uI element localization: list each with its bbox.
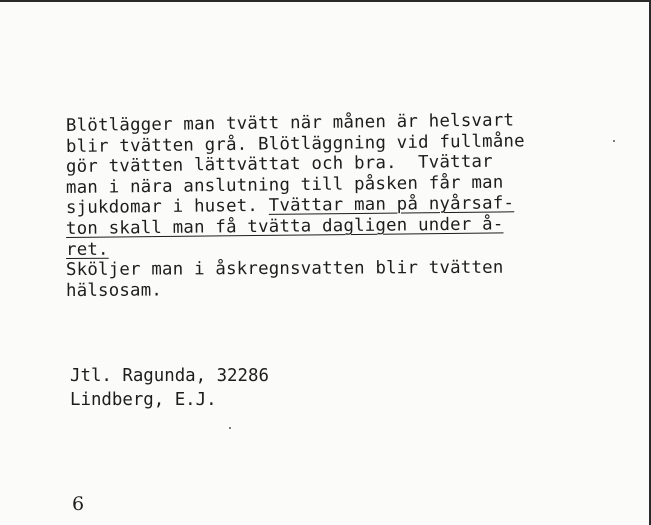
underlined-line: ret.: [65, 239, 109, 260]
body-line-part: sjukdomar i huset.: [65, 196, 269, 219]
citation-block: [70, 364, 269, 412]
body-line: man i nära anslutning till påsken får man: [65, 172, 504, 198]
underlined-line: ton skall man få tvätta dagligen under å-: [65, 214, 504, 239]
body-line: Blötlägger man tvätt när månen är helsvart: [65, 110, 515, 136]
body-line: gör tvätten lättvättat och bra. Tvättar: [65, 151, 493, 178]
card-body-text: [65, 110, 626, 301]
page-number: 6: [72, 493, 85, 515]
underlined-text: Tvättar man på nyårsaf-: [268, 193, 515, 217]
ink-speck: [613, 140, 615, 142]
ink-speck: [229, 427, 231, 429]
body-line: Sköljer man i åskregnsvatten blir tvätten: [65, 257, 504, 281]
author-line: Lindberg, E.J.: [70, 390, 217, 410]
body-line: hälsosam.: [65, 280, 163, 301]
source-line: Jtl. Ragunda, 32286: [70, 366, 269, 386]
body-line: blir tvätten grå. Blötläggning vid fullmåne: [65, 130, 525, 157]
